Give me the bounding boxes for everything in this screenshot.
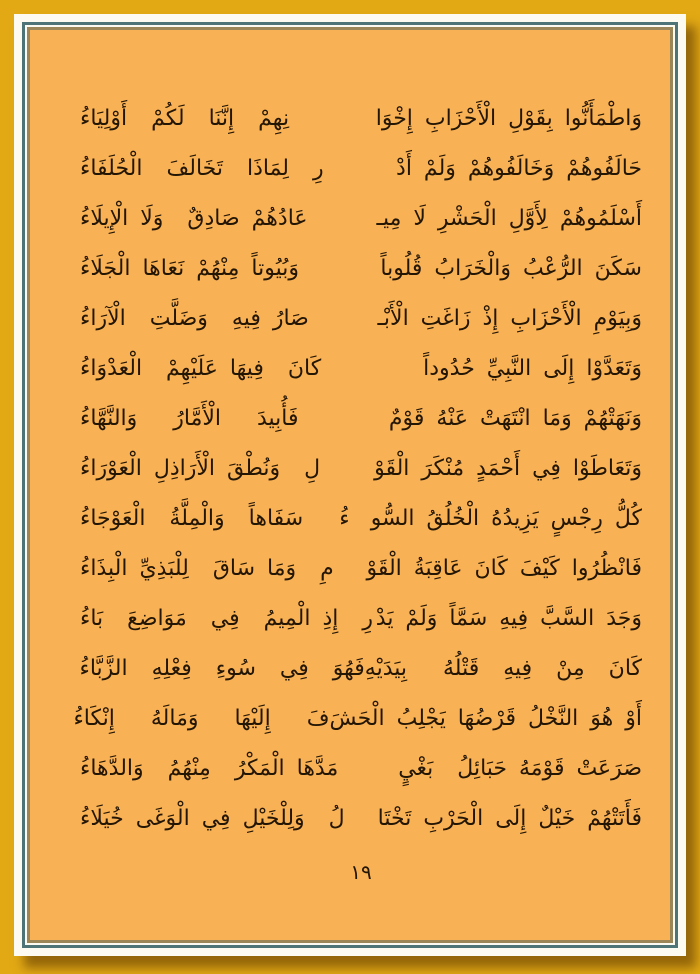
verse-line	[80, 144, 642, 194]
page-body	[30, 30, 670, 940]
hemistich-first: وَاطْمَأَنُّوا بِقَوْلِ الْأَحْزَابِ إِخْوَا	[375, 106, 642, 131]
hemistich-second: كَانَ فِيهَا عَلَيْهِمْ الْعَدْوَاءُ	[80, 356, 322, 381]
hemistich-second: فَأُبِيدَ الْأَمَّارُ وَالنَّهَّاءُ	[80, 406, 299, 431]
page-number: ١٩	[350, 860, 372, 884]
hemistich-second: فَ إِلَيْهَا وَمَالَهُ إِنْكَاءُ	[73, 706, 330, 731]
hemistich-first: حَالَفُوهُمْ وَخَالَفُوهُمْ وَلَمْ أَدْ	[396, 156, 642, 181]
decorative-frame-teal	[22, 22, 678, 948]
hemistich-second: عَادُهُمْ صَادِقٌ وَلَا الْإِيلَاءُ	[80, 206, 308, 231]
verse-line	[80, 344, 642, 394]
hemistich-second: رِ لِمَاذَا تَخَالَفَ الْحُلَفَاءُ	[80, 156, 324, 181]
hemistich-first: فَانْظُرُوا كَيْفَ كَانَ عَاقِبَةُ الْقَوْ	[366, 556, 642, 581]
verse-line	[80, 794, 642, 844]
verse-line	[80, 594, 642, 644]
verse-line	[80, 244, 642, 294]
hemistich-second: لِ وَنُطْقَ الْأَرَاذِلِ الْعَوْرَاءُ	[80, 456, 321, 481]
hemistich-first: وَتَعَدَّوْا إِلَى النَّبِيِّ حُدُوداً	[423, 356, 642, 381]
verse-line	[80, 544, 642, 594]
hemistich-second: رِ إِذِ الْمِيمُ فِي مَوَاضِعَ بَاءُ	[80, 606, 373, 631]
hemistich-second: ءُ سَفَاهاً وَالْمِلَّةُ الْعَوْجَاءُ	[80, 506, 350, 531]
hemistich-first: كَانَ مِنْ فِيهِ قَتْلُهُ بِيَدَيْهِ	[364, 656, 642, 681]
hemistich-second: صَارُ فِيهِ وَضَلَّتِ الْآرَاءُ	[80, 306, 309, 331]
hemistich-second: مِ وَمَا سَاقَ لِلْبَذِيِّ الْبِذَاءُ	[80, 556, 334, 581]
verse-line	[80, 744, 642, 794]
hemistich-second: وَبُيُوتاً مِنْهُمْ نَعَاهَا الْجَلَاءُ	[80, 256, 299, 281]
hemistich-second: مَدَّهَا الْمَكْرُ مِنْهُمُ وَالدَّهَاءُ	[80, 756, 339, 781]
verse-line	[80, 394, 642, 444]
hemistich-second: نِهِمْ إِنَّنَا لَكُمْ أَوْلِيَاءُ	[80, 106, 290, 131]
hemistich-first: أَسْلَمُوهُمْ لِأَوَّلِ الْحَشْرِ لَا مِيـ	[376, 206, 642, 231]
scanned-page-card	[14, 14, 686, 956]
verse-line	[73, 694, 642, 744]
decorative-frame-olive	[27, 27, 673, 943]
verse-line	[80, 294, 642, 344]
verse-line	[80, 194, 642, 244]
hemistich-first: أَوْ هُوَ النَّخْلُ قَرْضُهَا يَجْلِبُ الْحَشَ	[329, 706, 642, 731]
hemistich-first: كُلُّ رِجْسٍ يَزِيدُهُ الْخُلُقُ السُّو	[370, 506, 642, 531]
verse-line	[80, 644, 642, 694]
poem-text-block	[73, 94, 642, 844]
hemistich-first: وَجَدَ السَّبَّ فِيهِ سَمَّاً وَلَمْ يَدْ	[375, 606, 642, 631]
hemistich-second: فَهُوَ فِي سُوءِ فِعْلِهِ الزَّبَّاءُ	[79, 656, 365, 681]
hemistich-first: وَبِيَوْمِ الْأَحْزَابِ إِذْ زَاغَتِ الْأَبْـ	[377, 306, 642, 331]
verse-line	[80, 494, 642, 544]
hemistich-first: وَنَهَتْهُمْ وَمَا انْتَهَتْ عَنْهُ قَوْمٌ	[388, 406, 642, 431]
hemistich-first: سَكَنَ الرُّعْبُ وَالْخَرَابُ قُلُوباً	[380, 256, 642, 281]
hemistich-first: وَتَعَاطَوْا فِي أَحْمَدٍ مُنْكَرَ الْقَوْ	[374, 456, 642, 481]
hemistich-second: لُ وَلِلْخَيْلِ فِي الْوَغَى خُيَلَاءُ	[80, 806, 345, 831]
hemistich-first: فَأَتَتْهُمْ خَيْلٌ إِلَى الْحَرْبِ تَخْتَا	[377, 806, 642, 831]
verse-line	[80, 444, 642, 494]
hemistich-first: صَرَعَتْ قَوْمَهُ حَبَائِلُ بَغْيٍ	[398, 756, 642, 781]
verse-line	[80, 94, 642, 144]
